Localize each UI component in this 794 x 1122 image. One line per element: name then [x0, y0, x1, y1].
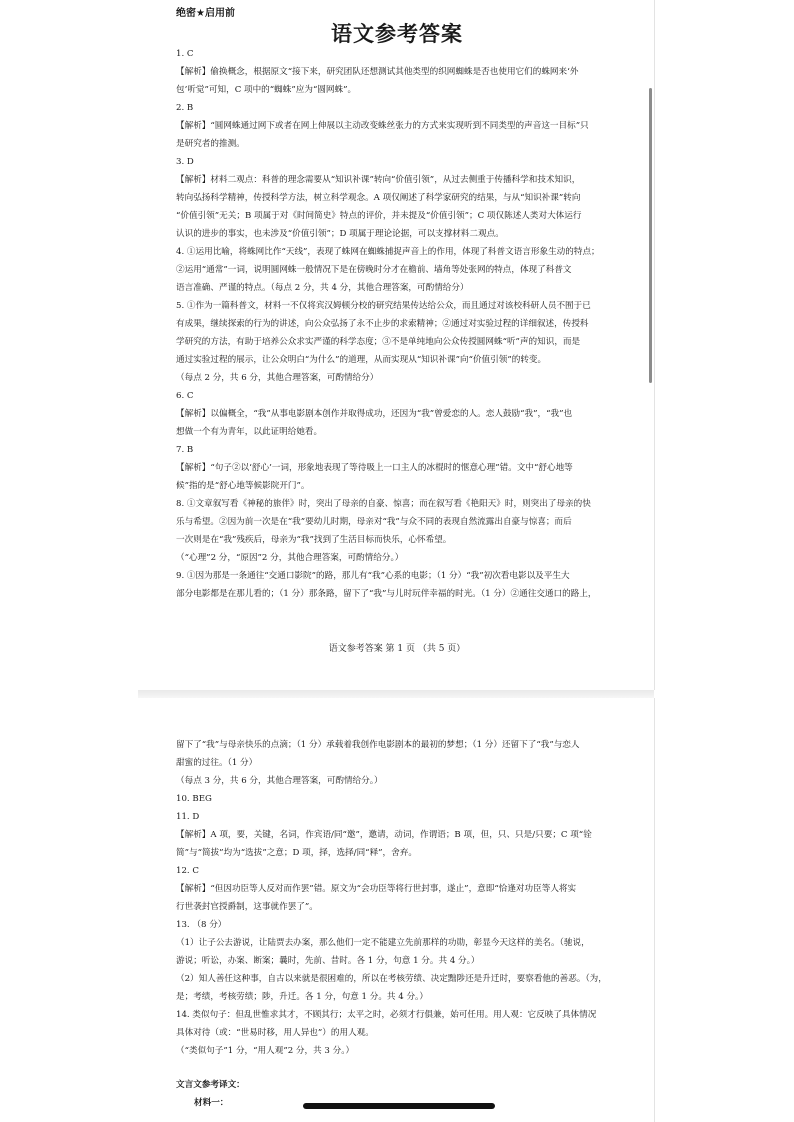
- text-line: 简”与“简拔”均为“选拔”之意；D 项，择，选择/同“释”，舍弃。: [176, 848, 417, 858]
- text-line: （“类似句子”1 分，“用人观”2 分，共 3 分。）: [176, 1046, 355, 1056]
- text-line: 想做一个有为青年，以此证明给她看。: [176, 427, 323, 437]
- text-line: 14. 类似句子：但乱世惟求其才，不顾其行；太平之时，必须才行俱兼，始可任用。用人观：它反映了具体情况: [176, 1010, 597, 1020]
- text-line: ②运用“通常”一词，说明圆网蛛一般情况下是在傍晚时分才在檐前、墙角等处张网的特点，体现了科普文: [176, 265, 572, 275]
- text-line: 是研究者的推测。: [176, 139, 245, 149]
- text-line: 3. D: [176, 157, 194, 167]
- text-line: “价值引领”无关；B 项属于对《时间简史》特点的评价，并未提及“价值引领”；C 项仅陈述人类对大体运行: [176, 211, 582, 221]
- document-page-2: [0, 698, 655, 1122]
- text-line: 【解析】以偏概全，“我”从事电影剧本创作并取得成功，还因为“我”曾爱恋的人。恋人鼓励“我”，“我”也: [176, 409, 573, 419]
- text-line: （1）让子公去游说，让陆贾去办案，那么他们一定不能建立先前那样的功勋，彰显今天这样的美名。（驰说，: [176, 938, 590, 948]
- home-indicator[interactable]: [303, 1103, 495, 1109]
- text-line: 行世袭封官授爵制，这事就作罢了”。: [176, 902, 318, 912]
- page2-answer-text: [176, 736, 622, 1060]
- vertical-scrollbar[interactable]: [649, 88, 652, 383]
- text-line: 包’听觉”可知，C 项中的“蜘蛛”应为“圆网蛛”。: [176, 85, 357, 95]
- text-line: 通过实验过程的展示，让公众明白“为什么”的道理，从而实现从“知识补课”向“价值引领”的转变。: [176, 355, 547, 365]
- text-line: （“心理”2 分，“原因”2 分，其他合理答案，可酌情给分。）: [176, 553, 404, 563]
- text-line: 4. ①运用比喻，将蛛网比作“天线”，表现了蛛网在蜘蛛捕捉声音上的作用，体现了科普文语言形象生动的特点；: [176, 247, 600, 257]
- page-title: 语文参考答案: [331, 22, 463, 46]
- text-line: 13. （8 分）: [176, 920, 227, 930]
- text-line: 语言准确、严谨的特点。（每点 2 分，共 4 分，其他合理答案，可酌情给分）: [176, 283, 469, 293]
- text-line: 【解析】A 项，要，关键，名词，作宾语/同“邀”，邀请，动词，作谓语；B 项，但，只、只是/只要；C 项“铨: [176, 830, 592, 840]
- text-line: 7. B: [176, 445, 194, 455]
- text-line: 部分电影都是在那儿看的；（1 分）那条路，留下了“我”与儿时玩伴幸福的时光。（1 分）②通往交通口的路上，: [176, 589, 597, 599]
- text-line: 【解析】“句子②以‘舒心’一词，形象地表现了等待吸上一口主人的冰棍时的惬意心理”错。文中“舒心地等: [176, 463, 573, 473]
- text-line: 8. ①文章叙写看《神秘的旅伴》时，突出了母亲的自豪、惊喜；而在叙写看《艳阳天》时，则突出了母亲的快: [176, 499, 591, 509]
- text-line: 甜蜜的过往。（1 分）: [176, 758, 258, 768]
- text-line: 留下了“我”与母亲快乐的点滴；（1 分）承载着我创作电影剧本的最初的梦想；（1 分）还留下了“我”与恋人: [176, 740, 580, 750]
- text-line: （每点 2 分，共 6 分，其他合理答案，可酌情给分）: [176, 373, 379, 383]
- text-line: 12. C: [176, 866, 199, 876]
- text-line: 游说；听讼，办案、断案；曩时，先前、昔时。各 1 分，句意 1 分。共 4 分。）: [176, 956, 480, 966]
- text-line: 11. D: [176, 812, 200, 822]
- text-line: 一次则是在“我”残疾后，母亲为“我”找到了生活目标而快乐，心怀希望。: [176, 535, 452, 545]
- text-line: 认识的进步的事实，也未涉及“价值引领”；D 项属于理论论据，可以支撑材料二观点。: [176, 229, 504, 239]
- page-separator: [138, 690, 654, 698]
- text-line: 1. C: [176, 49, 194, 59]
- translation-heading: 文言文参考译文：: [176, 1080, 245, 1090]
- page1-answer-text: [176, 45, 622, 603]
- text-line: 转向弘扬科学精神，传授科学方法，树立科学观念。A 项仅阐述了科学家研究的结果，与从“知识补课”转向: [176, 193, 581, 203]
- material-one-label: 材料一：: [194, 1098, 229, 1108]
- text-line: （每点 3 分，共 6 分，其他合理答案，可酌情给分。）: [176, 776, 383, 786]
- text-line: 【解析】偷换概念，根据原文“接下来，研究团队还想测试其他类型的织网蜘蛛是否也使用它们的蛛网来‘外: [176, 67, 579, 77]
- text-line: 是；考绩，考核劳绩；陟，升迁。各 1 分，句意 1 分。共 4 分。）: [176, 992, 428, 1002]
- text-line: 【解析】材料二观点：科普的理念需要从“知识补课”转向“价值引领”，从过去侧重于传播科学和技术知识，: [176, 175, 581, 185]
- text-line: 有成果，继续探索的行为的讲述，向公众弘扬了永不止步的求索精神；②通过对实验过程的详细叙述，传授科: [176, 319, 589, 329]
- text-line: 【解析】“圆网蛛通过网下或者在网上伸展以主动改变蛛丝张力的方式来实现听到不同类型的声音这一目标”只: [176, 121, 589, 131]
- text-line: 10. BEG: [176, 794, 212, 804]
- text-line: 乐与希望。②因为前一次是在“我”要幼儿时期，母亲对“我”与众不同的表现自然流露出自豪与惊喜；而后: [176, 517, 572, 527]
- text-line: 6. C: [176, 391, 194, 401]
- page-footer: 语文参考答案 第 1 页 （共 5 页）: [328, 644, 466, 654]
- confidential-label: 绝密★启用前: [176, 8, 235, 19]
- text-line: 【解析】“但因功臣等人反对而作罢”错。原文为“会功臣等将行世封事，遂止”，意即“恰逢对功臣等人将实: [176, 884, 577, 894]
- text-line: （2）知人善任这种事，自古以来就是很困难的，所以在考核劳绩、决定黜陟还是升迁时，要察看他的善恶。（为，: [176, 974, 607, 984]
- text-line: 学研究的方法，有助于培养公众求实严谨的科学态度；③不是单纯地向公众传授圆网蛛“听”声的知识，而是: [176, 337, 581, 347]
- text-line: 候”指的是“舒心地等候影院开门”。: [176, 481, 310, 491]
- text-line: 2. B: [176, 103, 194, 113]
- text-line: 具体对待（或：“世易时移，用人异也”）的用人观。: [176, 1028, 374, 1038]
- text-line: 5. ①作为一篇科普文，材料一不仅将宾汉姆顿分校的研究结果传达给公众，而且通过对该校科研人员不囿于已: [176, 301, 591, 311]
- text-line: 9. ①因为那是一条通往“交通口影院”的路，那儿有“我”心系的电影；（1 分）“我”初次看电影以及平生大: [176, 571, 570, 581]
